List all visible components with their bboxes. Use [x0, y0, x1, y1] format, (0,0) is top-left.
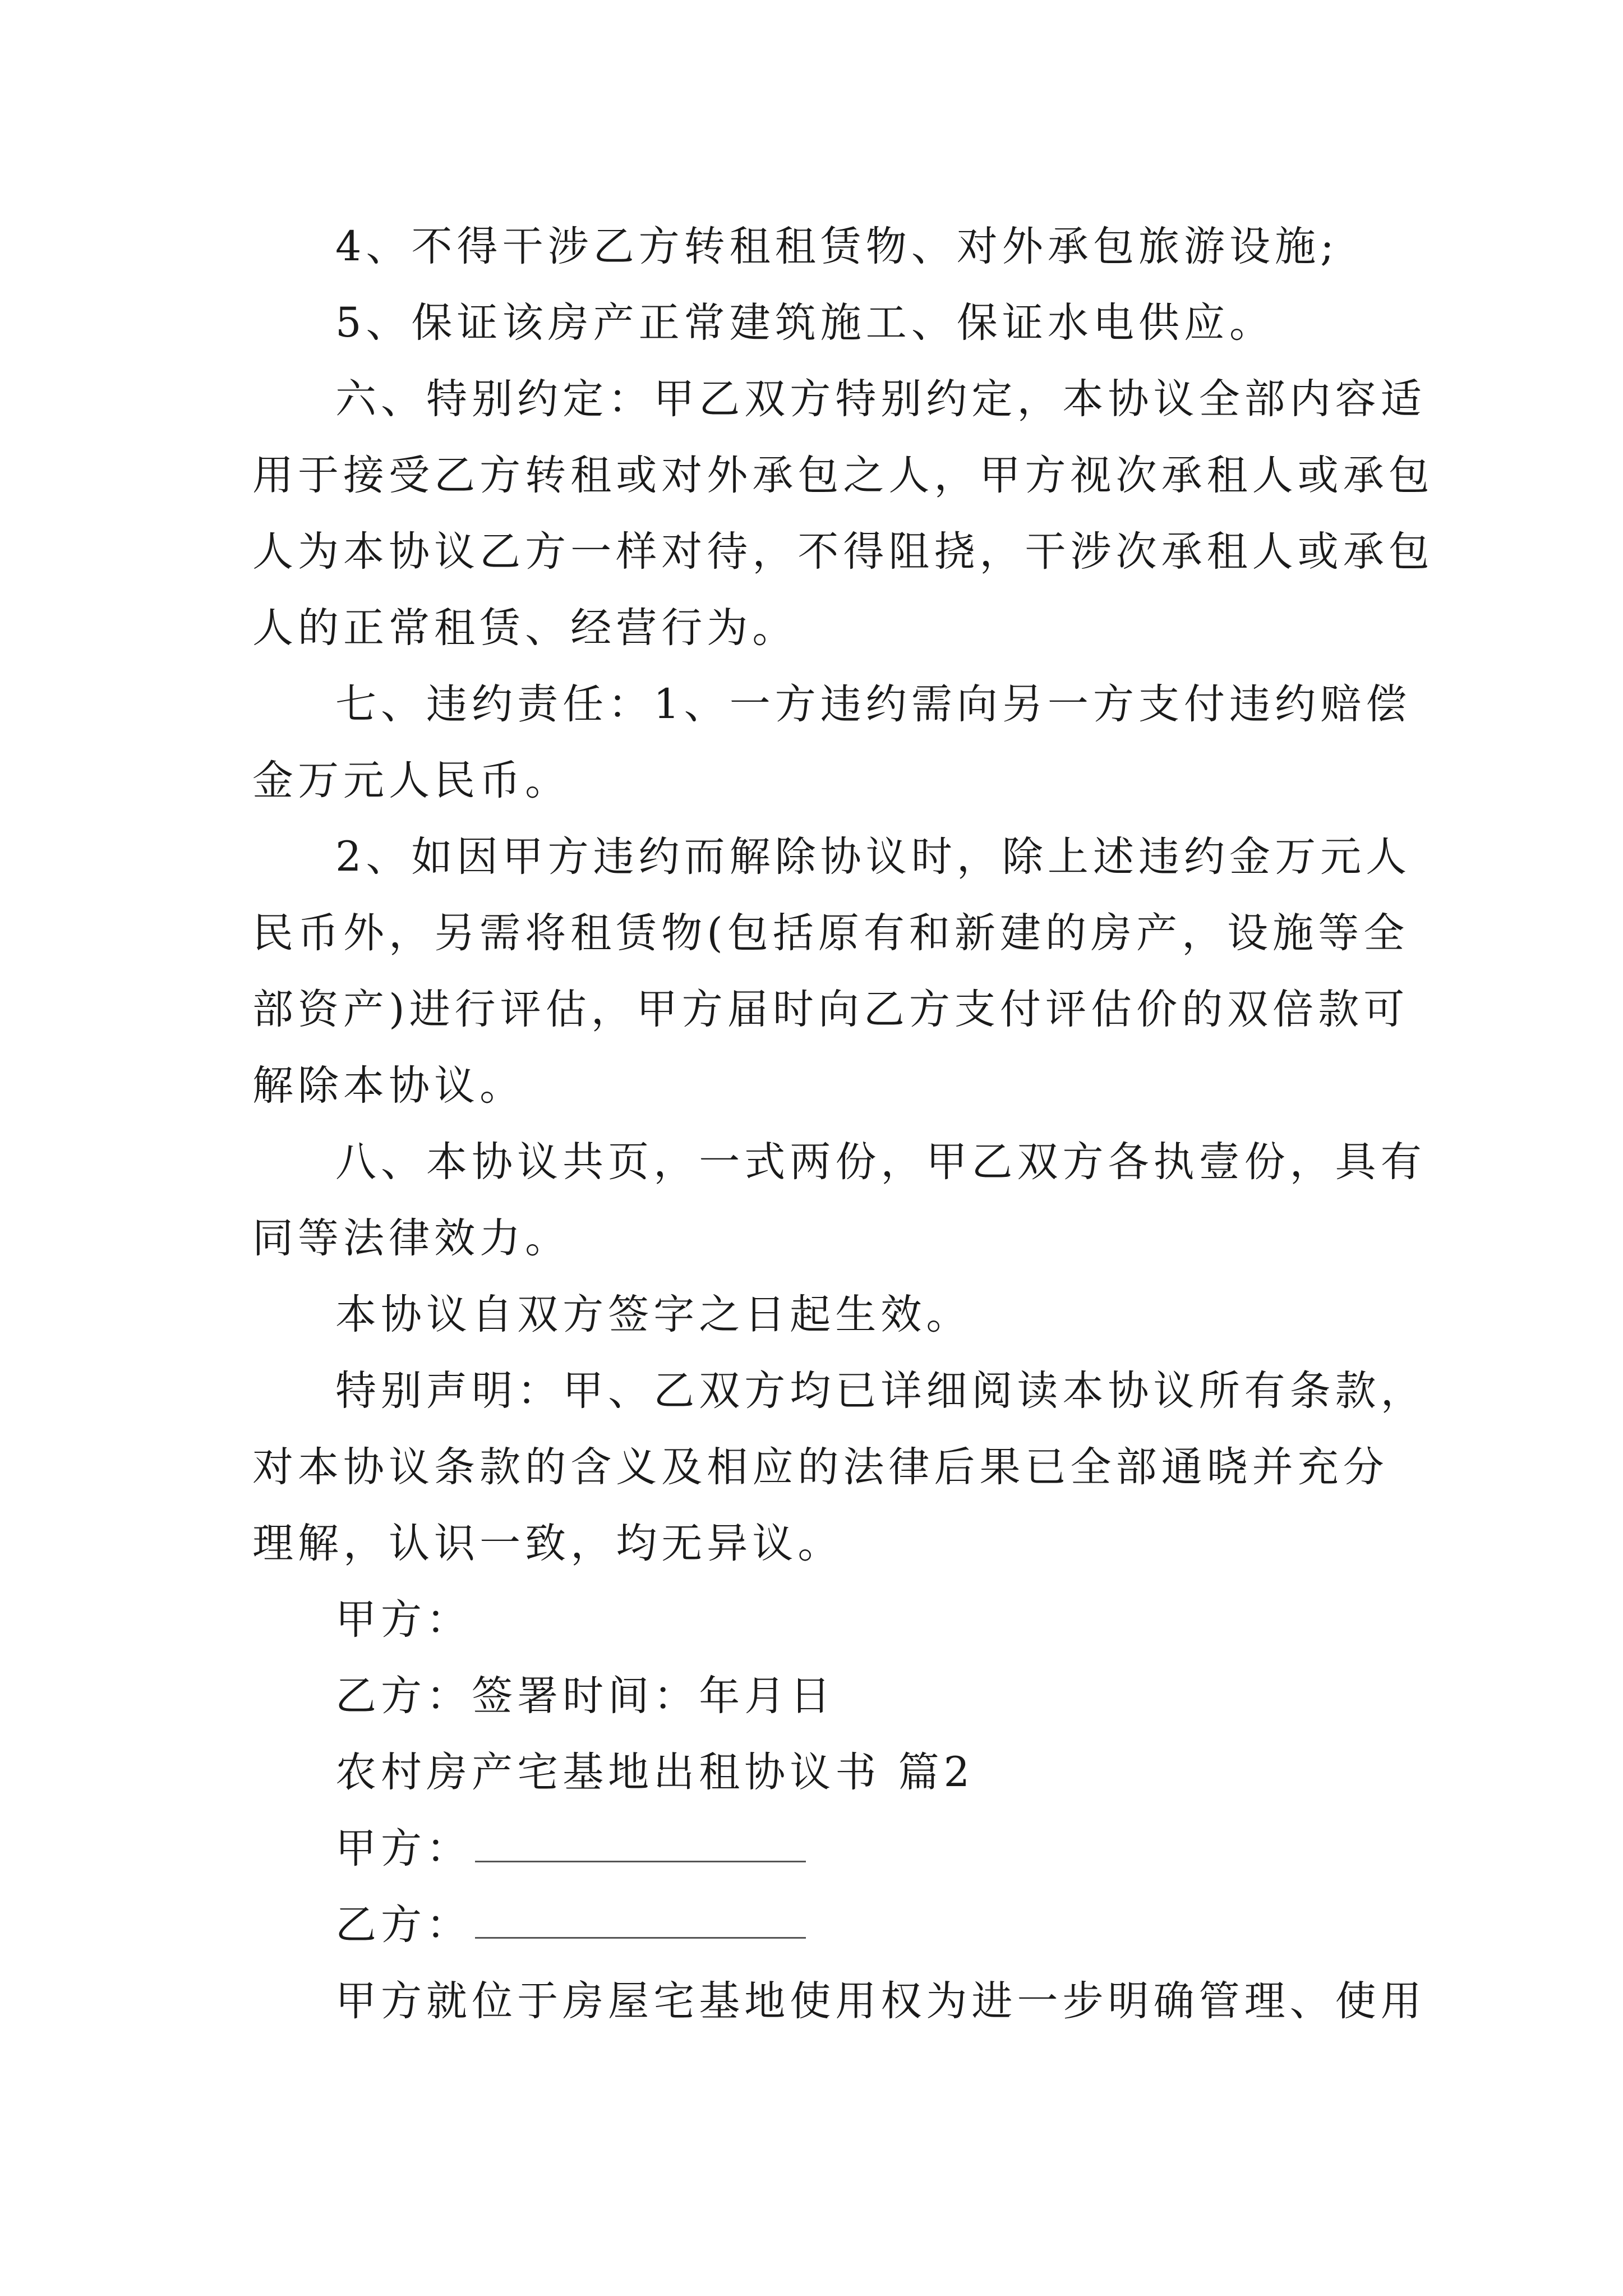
- clause-5-line: 5、保证该房产正常建筑施工、保证水电供应。: [335, 299, 1275, 347]
- party-b-signature-line: 乙方：签署时间：年月日: [335, 1672, 836, 1720]
- special-statement-line-1: 特别声明：甲、乙双方均已详细阅读本协议所有条款，: [335, 1367, 1426, 1415]
- article-2-heading: 农村房产宅基地出租协议书 篇2: [335, 1749, 975, 1796]
- party-b-label: 乙方：: [335, 1901, 472, 1949]
- section-7-line-2: 金万元人民币。: [252, 757, 571, 804]
- party-b-blank: [475, 1903, 806, 1939]
- section-7-2-line-4: 解除本协议。: [252, 1062, 525, 1110]
- clause-4-line: 4、不得干涉乙方转租租赁物、对外承包旅游设施;: [335, 223, 1339, 270]
- section-8-line-1: 八、本协议共页，一式两份，甲乙双方各执壹份，具有: [335, 1138, 1426, 1186]
- section-6-line-4: 人的正常租赁、经营行为。: [252, 604, 798, 652]
- party-a-label: 甲方：: [335, 1825, 472, 1872]
- section-6-line-1: 六、特别约定：甲乙双方特别约定，本协议全部内容适: [335, 375, 1426, 423]
- document-body: [252, 209, 1434, 2040]
- section-7-line-1: 七、违约责任：1、一方违约需向另一方支付违约赔偿: [335, 680, 1412, 728]
- effective-date-line: 本协议自双方签字之日起生效。: [335, 1291, 972, 1338]
- party-b-field-row: [252, 1887, 1388, 1963]
- section-6-line-2: 用于接受乙方转租或对外承包之人，甲方视次承租人或承包: [252, 452, 1434, 499]
- section-8-line-2: 同等法律效力。: [252, 1214, 571, 1262]
- section-7-2-line-3: 部资产)进行评估，甲方届时向乙方支付评估价的双倍款可: [252, 986, 1409, 1033]
- party-a-signature-line: 甲方：: [335, 1596, 472, 1644]
- section-6-line-3: 人为本协议乙方一样对待，不得阻挠，干涉次承租人或承包: [252, 528, 1434, 576]
- special-statement-line-3: 理解，认识一致，均无异议。: [252, 1520, 843, 1567]
- article-2-first-line: 甲方就位于房屋宅基地使用权为进一步明确管理、使用: [335, 1977, 1426, 2025]
- special-statement-line-2: 对本协议条款的含义及相应的法律后果已全部通晓并充分: [252, 1443, 1389, 1491]
- section-7-2-line-1: 2、如因甲方违约而解除协议时，除上述违约金万元人: [335, 833, 1412, 881]
- section-7-2-line-2: 民币外，另需将租赁物(包括原有和新建的房产，设施等全: [252, 909, 1409, 957]
- party-a-blank: [475, 1827, 806, 1862]
- party-a-field-row: [252, 1811, 1388, 1887]
